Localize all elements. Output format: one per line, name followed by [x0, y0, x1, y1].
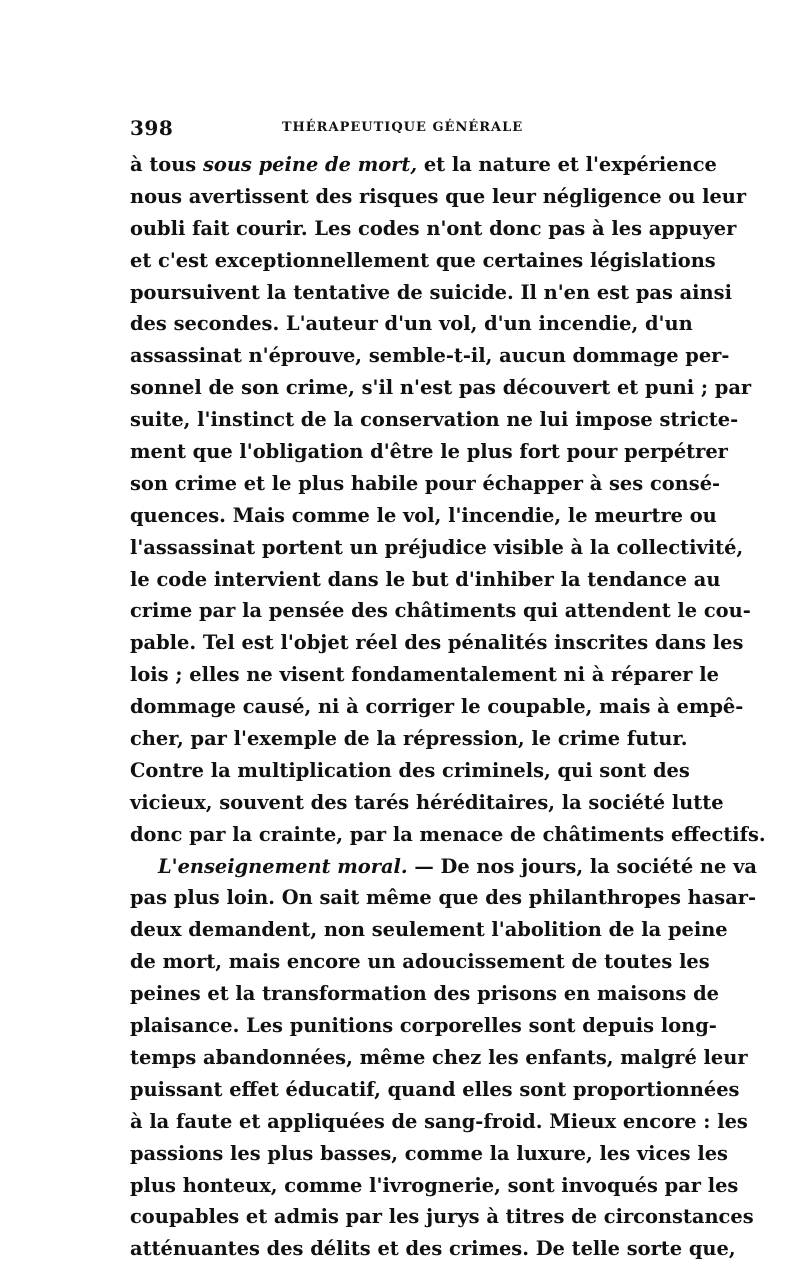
- text-segment: à tous: [130, 153, 203, 176]
- text-segment: oubli fait courir. Les codes n'ont donc pas à les appuyer: [130, 216, 737, 240]
- italic-text: sous peine de mort,: [202, 153, 418, 176]
- text-line: [130, 1138, 728, 1170]
- text-line: [130, 308, 693, 340]
- text-segment: puissant effet éducatif, quand elles sont proportionnées: [130, 1077, 740, 1101]
- text-line: [130, 914, 728, 946]
- text-line: [130, 564, 721, 596]
- italic-text: L'enseignement moral.: [158, 854, 408, 878]
- text-segment: vicieux, souvent des tarés héréditaires, la société lutte: [130, 790, 724, 814]
- text-segment: crime par la pensée des châtiments qui attendent le cou-: [130, 599, 751, 623]
- text-segment: plus honteux, comme l'ivrognerie, sont invoqués par les: [130, 1173, 739, 1197]
- text-segment: à la faute et appliquées de sang-froid. Mieux encore : les: [130, 1109, 748, 1133]
- text-segment: peines et la transformation des prisons en maisons de: [130, 982, 719, 1006]
- text-segment: de mort, mais encore un adoucissement de toutes les: [130, 950, 710, 974]
- text-line: [130, 595, 751, 627]
- text-line: [130, 787, 724, 819]
- text-line: [130, 372, 752, 404]
- text-segment: quences. Mais comme le vol, l'incendie, le meurtre ou: [130, 503, 717, 527]
- text-line: [130, 1010, 717, 1042]
- text-segment: l'assassinat portent un préjudice visible à la collectivité,: [130, 535, 744, 559]
- text-line: [130, 978, 719, 1010]
- text-line: [130, 755, 690, 787]
- text-line: [130, 1106, 748, 1138]
- text-line: [130, 340, 730, 372]
- text-segment: des secondes. L'auteur d'un vol, d'un incendie, d'un: [130, 312, 693, 336]
- text-segment: cher, par l'exemple de la répression, le crime futur.: [130, 727, 688, 751]
- text-segment: coupables et admis par les jurys à titres de circonstances: [130, 1205, 754, 1229]
- text-line: [130, 245, 716, 277]
- text-segment: assassinat n'éprouve, semble-t-il, aucun dommage per-: [130, 344, 730, 368]
- text-line: [130, 723, 688, 755]
- text-line: [130, 627, 744, 659]
- running-head: [130, 116, 675, 142]
- page-number: 398: [130, 116, 174, 140]
- text-segment: temps abandonnées, même chez les enfants, malgré leur: [130, 1045, 748, 1069]
- text-segment: passions les plus basses, comme la luxure, les vices les: [130, 1141, 728, 1165]
- text-line: [130, 1042, 748, 1074]
- text-line: [130, 532, 744, 564]
- text-line: [130, 659, 719, 691]
- text-segment: poursuivent la tentative de suicide. Il n'en est pas ainsi: [130, 280, 732, 304]
- text-segment: — De nos jours, la société ne va: [407, 854, 757, 878]
- text-line: [130, 149, 717, 181]
- text-line: [130, 819, 766, 851]
- text-segment: Contre la multiplication des criminels, qui sont des: [130, 758, 690, 782]
- text-segment: lois ; elles ne visent fondamentalement ni à réparer le: [130, 663, 719, 687]
- text-segment: et c'est exceptionnellement que certaines législations: [130, 248, 716, 272]
- running-title: THÉRAPEUTIQUE GÉNÉRALE: [281, 120, 524, 135]
- text-segment: pable. Tel est l'objet réel des pénalités inscrites dans les: [130, 631, 744, 655]
- text-line: [130, 691, 744, 723]
- body-text: [130, 149, 766, 1265]
- text-segment: suite, l'instinct de la conservation ne lui impose stricte-: [130, 408, 739, 432]
- text-segment: atténuantes des délits et des crimes. De telle sorte que,: [130, 1237, 736, 1261]
- text-line: [130, 1074, 740, 1106]
- text-segment: le code intervient dans le but d'inhiber la tendance au: [130, 567, 721, 591]
- text-line: [130, 181, 747, 213]
- text-line: [130, 1170, 739, 1202]
- text-line: [130, 436, 728, 468]
- text-segment: dommage causé, ni à corriger le coupable, mais à empê-: [130, 695, 744, 719]
- text-line: [130, 500, 717, 532]
- text-segment: et la nature et l'expérience: [417, 153, 717, 176]
- text-segment: nous avertissent des risques que leur négligence ou leur: [130, 184, 747, 208]
- text-segment: pas plus loin. On sait même que des philanthropes hasar-: [130, 886, 757, 910]
- text-segment: ment que l'obligation d'être le plus fort pour perpétrer: [130, 440, 728, 464]
- text-segment: donc par la crainte, par la menace de châtiments effectifs.: [130, 822, 766, 846]
- text-line: [130, 851, 757, 883]
- text-line: [130, 946, 710, 978]
- text-line: [130, 1201, 754, 1233]
- text-line: [130, 468, 721, 500]
- text-segment: plaisance. Les punitions corporelles sont depuis long-: [130, 1014, 717, 1038]
- text-line: [130, 882, 757, 914]
- text-segment: sonnel de son crime, s'il n'est pas découvert et puni ; par: [130, 376, 752, 400]
- text-segment: son crime et le plus habile pour échapper à ses consé-: [130, 471, 721, 495]
- text-line: [130, 277, 732, 309]
- text-segment: deux demandent, non seulement l'abolition de la peine: [130, 918, 728, 942]
- text-line: [130, 1233, 736, 1265]
- text-line: [130, 404, 739, 436]
- text-line: [130, 213, 737, 245]
